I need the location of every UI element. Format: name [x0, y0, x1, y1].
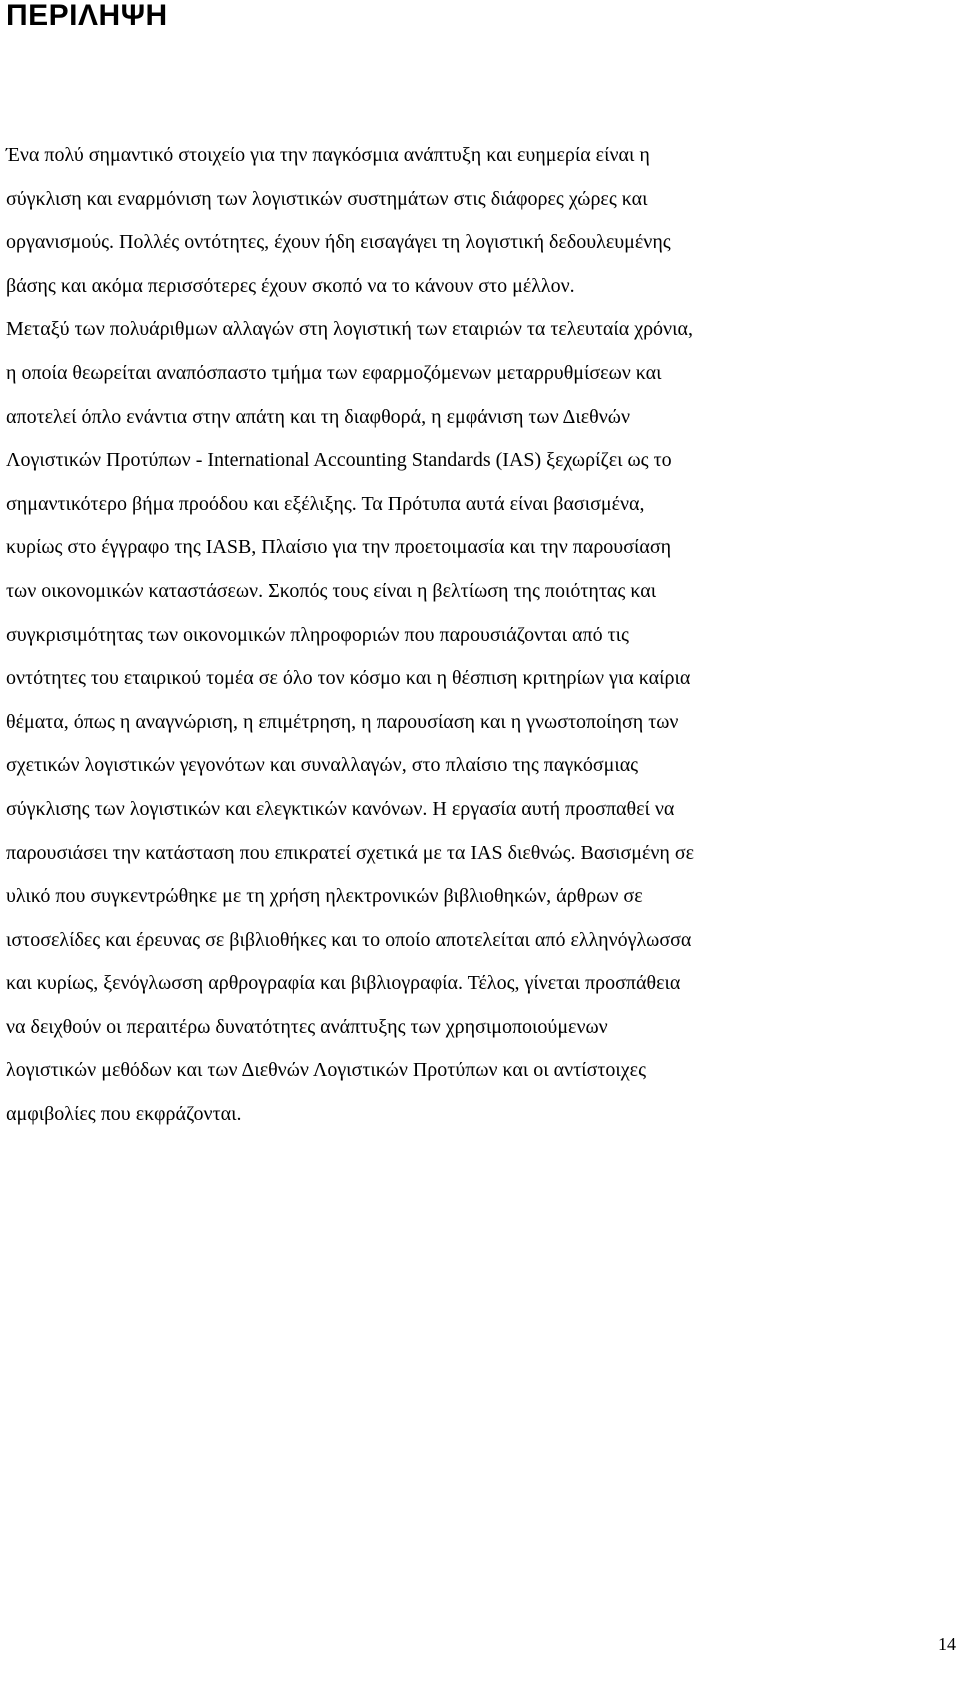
- text-line: να δειχθούν οι περαιτέρω δυνατότητες ανάπτυξης των χρησιμοποιούμενων: [6, 1015, 608, 1038]
- text-line: και κυρίως, ξενόγλωσση αρθρογραφία και βιβλιογραφία. Τέλος, γίνεται προσπάθεια: [6, 972, 681, 995]
- text-line: θέματα, όπως η αναγνώριση, η επιμέτρηση, η παρουσίαση και η γνωστοποίηση των: [6, 710, 679, 733]
- text-line: σύγκλιση και εναρμόνιση των λογιστικών συστημάτων στις διάφορες χώρες και: [6, 187, 648, 210]
- text-line: υλικό που συγκεντρώθηκε με τη χρήση ηλεκτρονικών βιβλιοθηκών, άρθρων σε: [6, 885, 643, 908]
- abstract-body: [6, 134, 956, 1137]
- text-line: αμφιβολίες που εκφράζονται.: [6, 1103, 242, 1126]
- text-line: η οποία θεωρείται αναπόσπαστο τμήμα των εφαρμοζόμενων μεταρρυθμίσεων και: [6, 361, 662, 384]
- text-line: βάσης και ακόμα περισσότερες έχουν σκοπό να το κάνουν στο μέλλον.: [6, 274, 575, 297]
- text-line: παρουσιάσει την κατάσταση που επικρατεί σχετικά με τα IAS διεθνώς. Βασισμένη σε: [6, 841, 695, 864]
- text-line: σημαντικότερο βήμα προόδου και εξέλιξης. Τα Πρότυπα αυτά είναι βασισμένα,: [6, 492, 645, 515]
- text-line: Λογιστικών Προτύπων - International Accounting Standards (IAS) ξεχωρίζει ως το: [6, 449, 672, 472]
- text-line: οντότητες του εταιρικού τομέα σε όλο τον κόσμο και η θέσπιση κριτηρίων για καίρια: [6, 667, 691, 690]
- text-line: λογιστικών μεθόδων και των Διεθνών Λογιστικών Προτύπων και οι αντίστοιχες: [6, 1059, 646, 1082]
- text-line: σχετικών λογιστικών γεγονότων και συναλλαγών, στο πλαίσιο της παγκόσμιας: [6, 754, 639, 777]
- text-line: αποτελεί όπλο ενάντια στην απάτη και τη διαφθορά, η εμφάνιση των Διεθνών: [6, 405, 631, 428]
- text-line: Μεταξύ των πολυάριθμων αλλαγών στη λογιστική των εταιριών τα τελευταία χρόνια,: [6, 318, 693, 341]
- text-line: κυρίως στο έγγραφο της IASB, Πλαίσιο για την προετοιμασία και την παρουσίαση: [6, 536, 672, 559]
- text-line: σύγκλισης των λογιστικών και ελεγκτικών κανόνων. Η εργασία αυτή προσπαθεί να: [6, 797, 675, 820]
- text-line: ιστοσελίδες και έρευνας σε βιβλιοθήκες και το οποίο αποτελείται από ελληνόγλωσσα: [6, 928, 692, 951]
- page-title: ΠΕΡΙΛΗΨΗ: [6, 0, 168, 32]
- text-line: των οικονομικών καταστάσεων. Σκοπός τους είναι η βελτίωση της ποιότητας και: [6, 579, 657, 602]
- text-line: Ένα πολύ σημαντικό στοιχείο για την παγκόσμια ανάπτυξη και ευημερία είναι η: [6, 144, 650, 166]
- page-number: 14: [938, 1634, 956, 1654]
- text-line: συγκρισιμότητας των οικονομικών πληροφοριών που παρουσιάζονται από τις: [6, 623, 629, 646]
- text-line: οργανισμούς. Πολλές οντότητες, έχουν ήδη εισαγάγει τη λογιστική δεδουλευμένης: [6, 231, 671, 254]
